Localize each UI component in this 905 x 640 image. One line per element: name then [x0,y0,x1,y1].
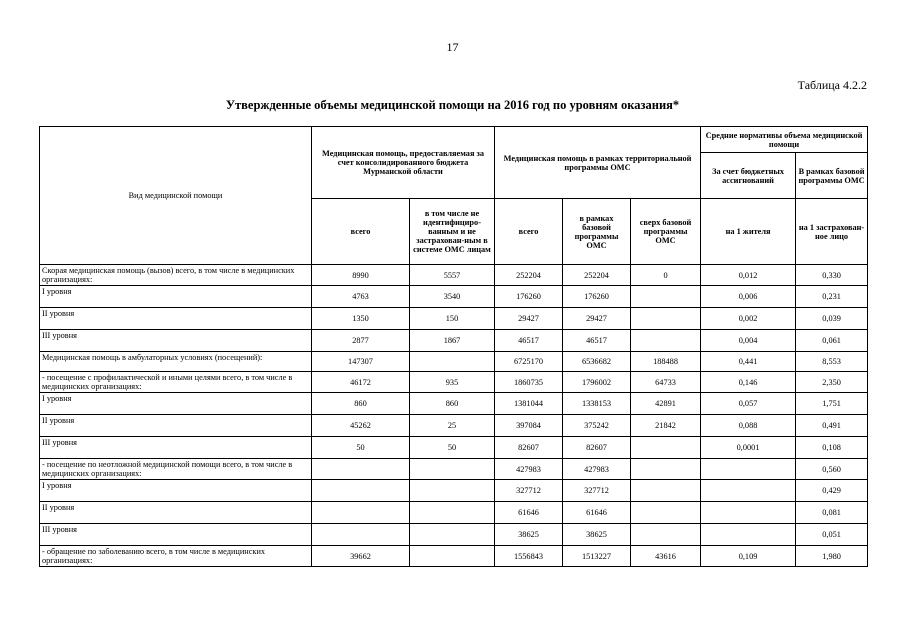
cell-oms-over [631,480,701,502]
cell-oms-total: 82607 [495,437,563,459]
cell-oms-total: 29427 [495,308,563,330]
header-norms-group: Средние нормативы объема медицинской помощи [701,127,868,153]
row-name: II уровня [40,308,312,330]
header-oms-total: всего [495,199,563,265]
row-name: I уровня [40,286,312,308]
page-number: 17 [446,40,459,54]
cell-budget-unidentified [410,459,495,480]
cell-oms-over [631,437,701,459]
table-row [40,308,868,330]
cell-budget-total: 4763 [312,286,410,308]
cell-per-insured: 0,231 [796,286,868,308]
cell-budget-total: 147307 [312,352,410,372]
cell-oms-total: 176260 [495,286,563,308]
cell-oms-total: 427983 [495,459,563,480]
cell-oms-total: 6725170 [495,352,563,372]
row-name: III уровня [40,437,312,459]
cell-budget-total [312,480,410,502]
row-name: - обращение по заболеванию всего, в том числе в медицинских организациях: [40,546,312,567]
table-row [40,437,868,459]
cell-oms-total: 252204 [495,265,563,286]
table-body [40,265,868,567]
table-row [40,502,868,524]
row-name: - посещение по неотложной медицинской помощи всего, в том числе в медицинских организациях: [40,459,312,480]
cell-per-insured: 0,560 [796,459,868,480]
cell-per-resident: 0,057 [701,393,796,415]
cell-per-resident: 0,012 [701,265,796,286]
cell-per-resident: 0,441 [701,352,796,372]
cell-oms-base: 1796002 [563,372,631,393]
header-oms-group: Медицинская помощь в рамках территориальной программы ОМС [495,127,701,199]
cell-budget-unidentified: 1867 [410,330,495,352]
table-row [40,330,868,352]
cell-per-resident [701,480,796,502]
header-per-resident: на 1 жителя [701,199,796,265]
cell-oms-over [631,308,701,330]
header-oms-over: сверх базовой программы ОМС [631,199,701,265]
cell-oms-base: 6536682 [563,352,631,372]
cell-oms-over: 42891 [631,393,701,415]
table-row [40,265,868,286]
cell-budget-total [312,502,410,524]
table-row [40,459,868,480]
cell-per-insured: 0,108 [796,437,868,459]
cell-budget-unidentified [410,352,495,372]
cell-budget-unidentified: 935 [410,372,495,393]
table-row [40,480,868,502]
row-name: III уровня [40,330,312,352]
cell-per-insured: 0,491 [796,415,868,437]
header-budget-group: Медицинская помощь, предоставляемая за счет консолидированного бюджета Мурманской области [312,127,495,199]
cell-budget-total: 39662 [312,546,410,567]
row-name: II уровня [40,415,312,437]
cell-oms-base: 46517 [563,330,631,352]
table-row [40,372,868,393]
cell-oms-total: 61646 [495,502,563,524]
header-budget-unidentified: в том числе не идентифициро-ванным и не застрахован-ным в системе ОМС лицам [410,199,495,265]
cell-budget-unidentified [410,546,495,567]
cell-oms-total: 397084 [495,415,563,437]
cell-per-insured: 8,553 [796,352,868,372]
cell-oms-base: 375242 [563,415,631,437]
cell-per-insured: 2,350 [796,372,868,393]
cell-per-insured: 0,051 [796,524,868,546]
cell-oms-total: 1860735 [495,372,563,393]
cell-per-resident [701,502,796,524]
cell-per-insured: 0,061 [796,330,868,352]
cell-budget-unidentified [410,524,495,546]
cell-budget-total: 1350 [312,308,410,330]
cell-budget-unidentified: 50 [410,437,495,459]
table-row [40,546,868,567]
table-row [40,286,868,308]
table-row [40,415,868,437]
cell-budget-total: 45262 [312,415,410,437]
cell-budget-total: 860 [312,393,410,415]
cell-per-insured: 0,081 [796,502,868,524]
cell-oms-over [631,524,701,546]
cell-budget-unidentified: 25 [410,415,495,437]
cell-budget-unidentified [410,480,495,502]
medical-volumes-table [39,126,868,567]
cell-per-insured: 0,330 [796,265,868,286]
document-title: Утвержденные объемы медицинской помощи на 2016 год по уровням оказания* [225,98,680,112]
cell-per-insured: 0,429 [796,480,868,502]
cell-oms-total: 46517 [495,330,563,352]
row-name: I уровня [40,393,312,415]
cell-oms-base: 327712 [563,480,631,502]
cell-budget-total: 46172 [312,372,410,393]
cell-budget-total [312,459,410,480]
cell-oms-base: 29427 [563,308,631,330]
cell-per-resident [701,524,796,546]
cell-per-insured: 1,751 [796,393,868,415]
cell-per-resident: 0,002 [701,308,796,330]
cell-budget-unidentified [410,502,495,524]
cell-oms-over [631,330,701,352]
header-norms-oms: В рамках базовой программы ОМС [796,153,868,199]
cell-budget-total [312,524,410,546]
cell-oms-base: 427983 [563,459,631,480]
cell-budget-total: 50 [312,437,410,459]
cell-oms-base: 82607 [563,437,631,459]
cell-oms-over: 64733 [631,372,701,393]
table-header [40,127,868,265]
cell-oms-over: 0 [631,265,701,286]
cell-per-resident: 0,146 [701,372,796,393]
cell-budget-unidentified: 3540 [410,286,495,308]
table-row [40,393,868,415]
cell-per-resident: 0,0001 [701,437,796,459]
cell-oms-base: 61646 [563,502,631,524]
cell-oms-total: 38625 [495,524,563,546]
cell-oms-total: 1556843 [495,546,563,567]
row-name: II уровня [40,502,312,524]
cell-per-insured: 1,980 [796,546,868,567]
row-name: III уровня [40,524,312,546]
header-per-insured: на 1 застрахован-ное лицо [796,199,868,265]
cell-budget-unidentified: 150 [410,308,495,330]
cell-per-resident: 0,004 [701,330,796,352]
cell-oms-over: 188488 [631,352,701,372]
cell-budget-unidentified: 860 [410,393,495,415]
header-type: Вид медицинской помощи [40,127,312,265]
cell-oms-total: 1381044 [495,393,563,415]
cell-oms-total: 327712 [495,480,563,502]
cell-budget-unidentified: 5557 [410,265,495,286]
row-name: Медицинская помощь в амбулаторных условиях (посещений): [40,352,312,372]
cell-budget-total: 8990 [312,265,410,286]
cell-per-resident [701,459,796,480]
cell-oms-over [631,286,701,308]
row-name: I уровня [40,480,312,502]
table-row [40,524,868,546]
header-norms-budget: За счет бюджетных ассигнований [701,153,796,199]
header-budget-total: всего [312,199,410,265]
cell-oms-base: 38625 [563,524,631,546]
cell-budget-total: 2877 [312,330,410,352]
cell-oms-base: 176260 [563,286,631,308]
cell-oms-base: 252204 [563,265,631,286]
cell-oms-over: 21842 [631,415,701,437]
table-row [40,352,868,372]
cell-per-resident: 0,109 [701,546,796,567]
cell-per-resident: 0,088 [701,415,796,437]
cell-oms-over [631,459,701,480]
table-label: Таблица 4.2.2 [797,78,867,92]
header-oms-base: в рамках базовой программы ОМС [563,199,631,265]
cell-oms-base: 1338153 [563,393,631,415]
cell-oms-over: 43616 [631,546,701,567]
cell-per-insured: 0,039 [796,308,868,330]
cell-oms-base: 1513227 [563,546,631,567]
cell-oms-over [631,502,701,524]
row-name: - посещение с профилактической и иными целями всего, в том числе в медицинских организациях: [40,372,312,393]
cell-per-resident: 0,006 [701,286,796,308]
row-name: Скорая медицинская помощь (вызов) всего, в том числе в медицинских организациях: [40,265,312,286]
